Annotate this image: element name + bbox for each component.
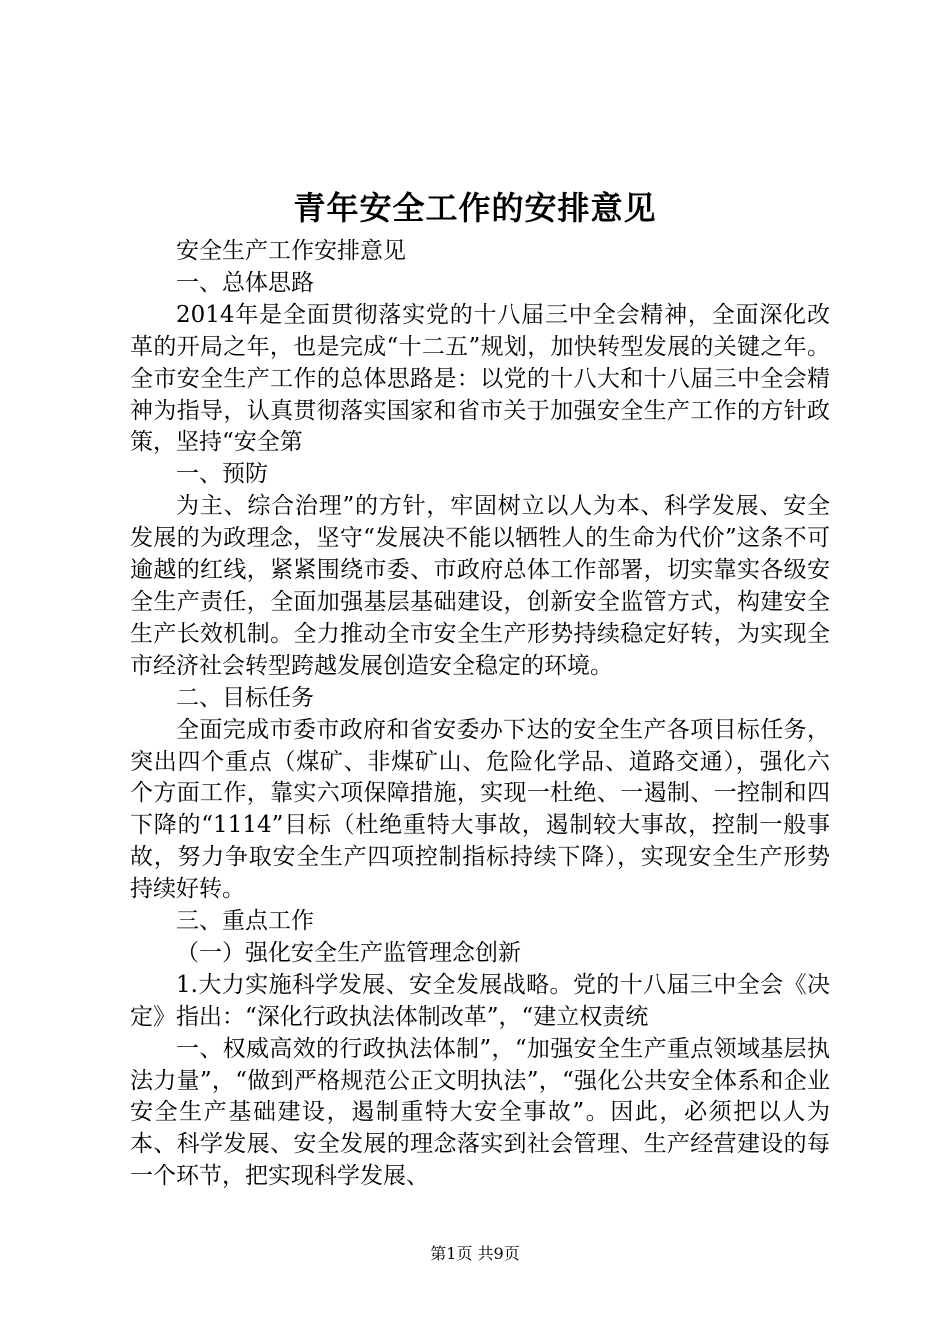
document-body xyxy=(130,236,830,1193)
paragraph-overall-thinking: 2014年是全面贯彻落实党的十八届三中全会精神，全面深化改革的开局之年，也是完成“十二五”规划，加快转型发展的关键之年。全市安全生产工作的总体思路是：以党的十八大和十八届三中全会精神为指导，认真贯彻落实国家和省市关于加强安全生产工作的方针政策，坚持“安全第 xyxy=(130,301,830,456)
page-number: 第1页 共9页 xyxy=(430,1244,520,1263)
paragraph-heading-overall: 一、总体思路 xyxy=(176,269,314,296)
paragraph-targets: 全面完成市委市政府和省安委办下达的安全生产各项目标任务，突出四个重点（煤矿、非煤矿山、危险化学品、道路交通），强化六个方面工作，靠实六项保障措施，实现一杜绝、一遏制、一控制和四下降的“1114”目标（杜绝重特大事故，遏制较大事故，控制一般事故，努力争取安全生产四项控制指标持续下降），实现安全生产形势持续好转。 xyxy=(130,716,830,903)
paragraph-subtitle: 安全生产工作安排意见 xyxy=(176,238,406,264)
paragraph-heading-key-work: 三、重点工作 xyxy=(176,908,314,935)
paragraph-subheading-innovation: （一）强化安全生产监管理念创新 xyxy=(176,939,521,966)
paragraph-item-1: 1.大力实施科学发展、安全发展战略。党的十八届三中全会《决定》指出：“深化行政执法体制改革”，“建立权责统 xyxy=(130,971,830,1030)
paragraph-heading-targets: 二、目标任务 xyxy=(176,684,314,711)
paragraph-prevention: 为主、综合治理”的方针，牢固树立以人为本、科学发展、安全发展的为政理念，坚守“发展决不能以牺牲人的生命为代价”这条不可逾越的红线，紧紧围绕市委、市政府总体工作部署，切实靠实各级安全生产责任，全面加强基层基础建设，创新安全监管方式，构建安全生产长效机制。全力推动全市安全生产形势持续稳定好转，为实现全市经济社会转型跨越发展创造安全稳定的环境。 xyxy=(130,493,830,679)
paragraph-heading-prevention: 一、预防 xyxy=(176,461,268,488)
document-title: 青年安全工作的安排意见 xyxy=(293,189,657,227)
paragraph-continuation: 一、权威高效的行政执法体制”，“加强安全生产重点领域基层执法力量”，“做到严格规范公正文明执法”，“强化公共安全体系和企业安全生产基础建设，遏制重特大安全事故”。因此，必须把以人为本、科学发展、安全发展的理念落实到社会管理、生产经营建设的每一个环节，把实现科学发展、 xyxy=(130,1035,830,1190)
